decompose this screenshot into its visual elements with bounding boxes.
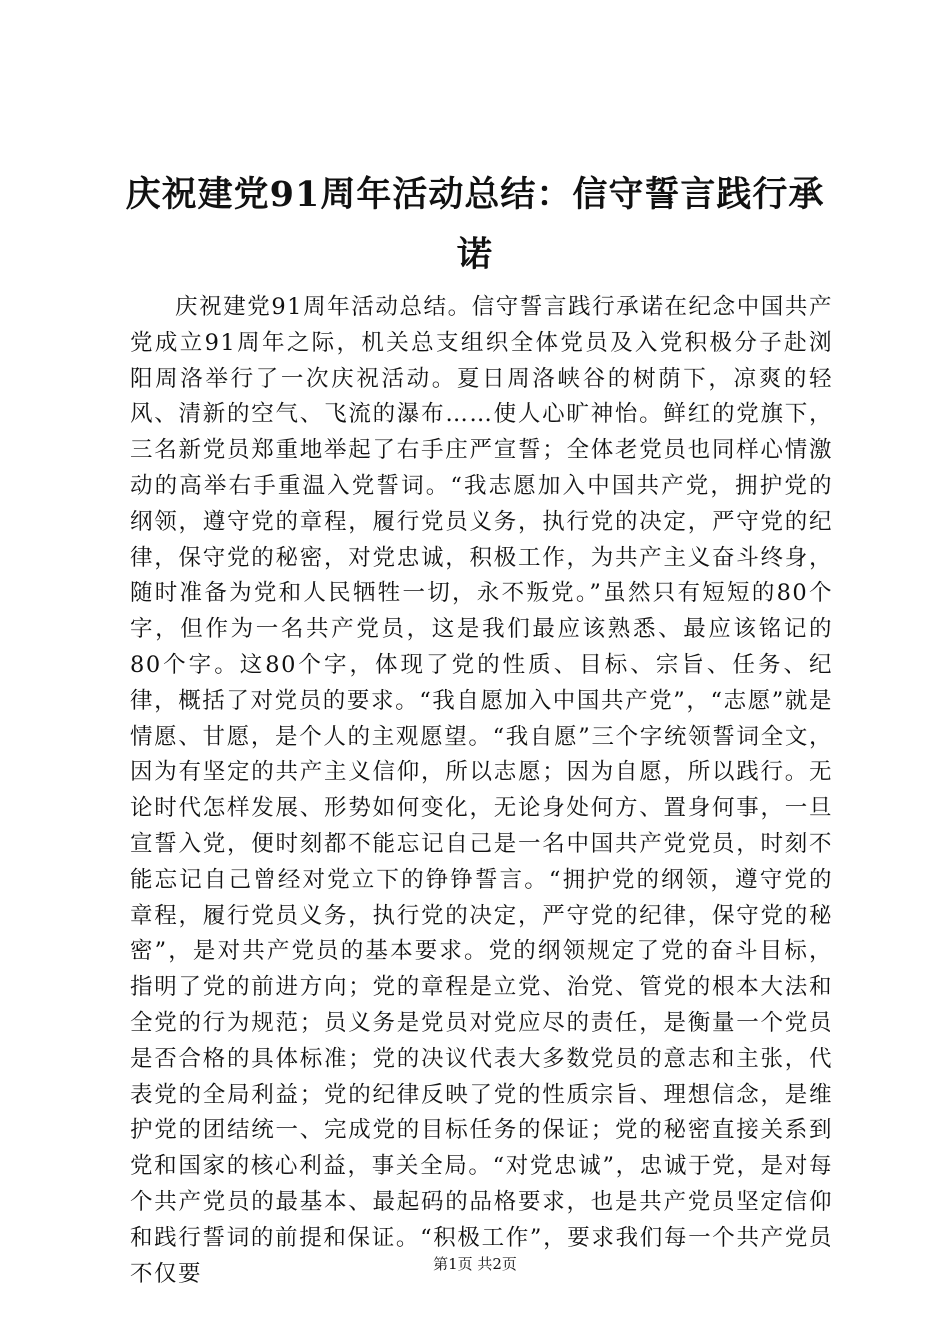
document-title: 庆祝建党91周年活动总结：信守誓言践行承诺 <box>125 174 825 275</box>
body-paragraph: 庆祝建党91周年活动总结。信守誓言践行承诺在纪念中国共产党成立91周年之际，机关总支组织全体党员及入党积极分子赴浏阳周洛举行了一次庆祝活动。夏日周洛峡谷的树荫下，凉爽的轻风、清新的空气、飞流的瀑布……使人心旷神怡。鲜红的党旗下，三名新党员郑重地举起了右手庄严宣誓；全体老党员也同样心情激动的高举右手重温入党誓词。“我志愿加入中国共产党，拥护党的纲领，遵守党的章程，履行党员义务，执行党的决定，严守党的纪律，保守党的秘密，对党忠诚，积极工作，为共产主义奋斗终身，随时准备为党和人民牺牲一切，永不叛党。”虽然只有短短的80个字，但作为一名共产党员，这是我们最应该熟悉、最应该铭记的80个字。这80个字，体现了党的性质、目标、宗旨、任务、纪律，概括了对党员的要求。“我自愿加入中国共产党”，“志愿”就是情愿、甘愿，是个人的主观愿望。“我自愿”三个字统领誓词全文，因为有坚定的共产主义信仰，所以志愿；因为自愿，所以践行。无论时代怎样发展、形势如何变化，无论身处何方、置身何事，一旦宣誓入党，便时刻都不能忘记自己是一名中国共产党党员，时刻不能忘记自己曾经对党立下的铮铮誓言。“拥护党的纲领，遵守党的章程，履行党员义务，执行党的决定，严守党的纪律，保守党的秘密”，是对共产党员的基本要求。党的纲领规定了党的奋斗目标，指明了党的前进方向；党的章程是立党、治党、管党的根本大法和全党的行为规范；员义务是党员对党应尽的责任，是衡量一个党员是否合格的具体标准；党的决议代表大多数党员的意志和主张，代表党的全局利益；党的纪律反映了党的性质宗旨、理想信念，是维护党的团结统一、完成党的目标任务的保证；党的秘密直接关系到党和国家的核心利益，事关全局。“对党忠诚”，忠诚于党，是对每个共产党员的最基本、最起码的品格要求，也是共产党员坚定信仰和践行誓词的前提和保证。“积极工作”，要求我们每一个共产党员不仅要 <box>130 294 833 1287</box>
page-footer: 第1页 共2页 <box>433 1255 517 1273</box>
